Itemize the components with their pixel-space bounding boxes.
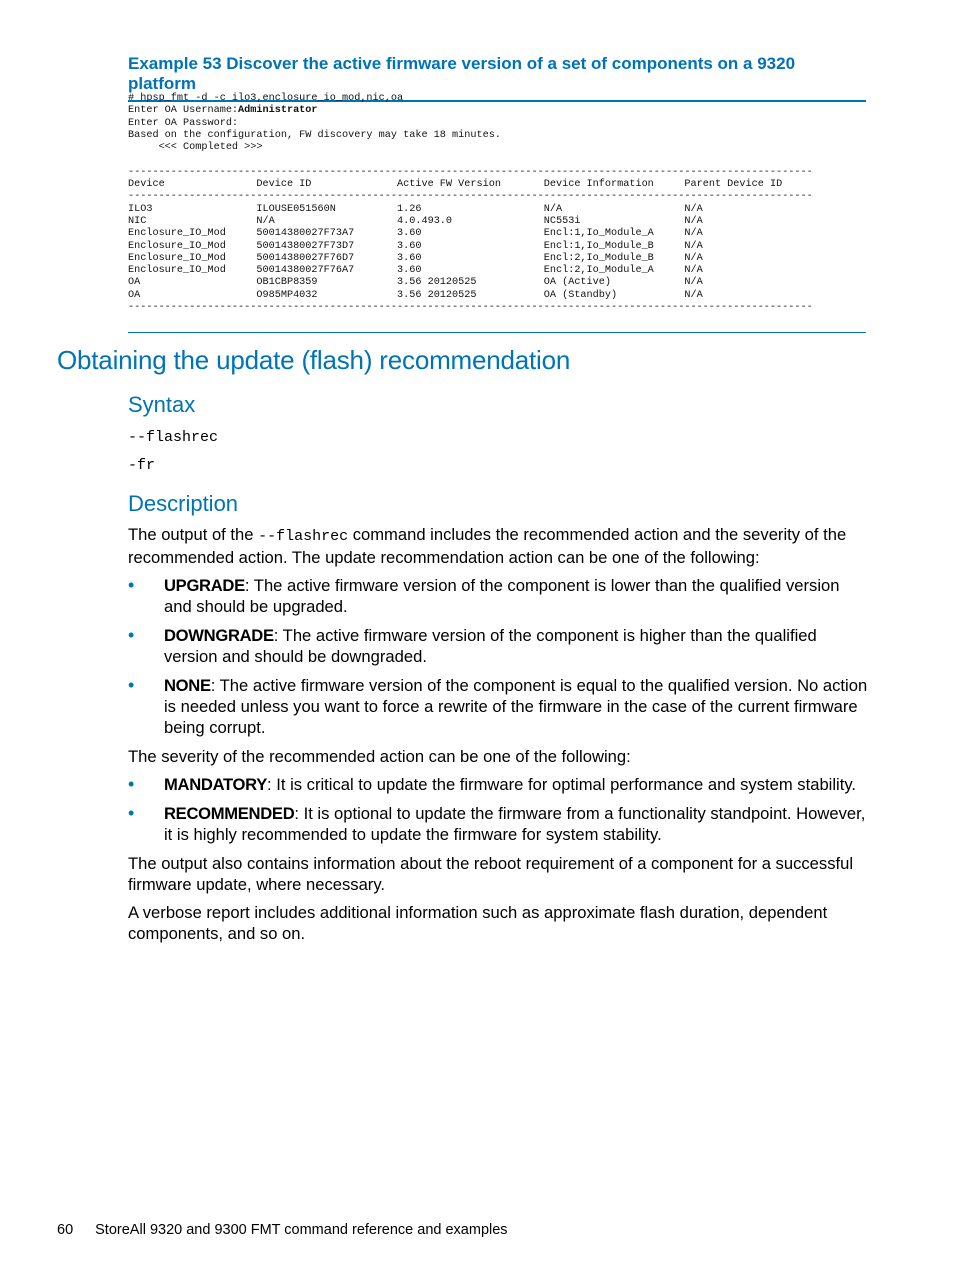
table-cell: Enclosure_IO_Mod [128,252,257,264]
syntax-line-fr: -fr [128,457,156,474]
bullet-icon: • [128,774,135,794]
list-item [128,625,870,667]
code-password-prompt: Enter OA Password: [128,117,239,129]
code-discovery-note: Based on the configuration, FW discovery may take 18 minutes. [128,129,501,141]
table-cell: N/A [684,240,703,252]
example-end-rule [128,332,866,333]
table-row [128,204,703,215]
code-table-header [128,179,782,190]
list-item [128,774,870,795]
code-username-prompt: Enter OA Username: [128,105,239,117]
intro-text-start: The output of the [128,525,259,544]
table-cell: ILOUSE051560N [256,203,398,215]
list-item [128,575,870,617]
table-cell: 3.56 20120525 [397,289,544,301]
code-block [128,93,866,314]
table-cell: Enclosure_IO_Mod [128,265,257,277]
table-cell: 50014380027F76D7 [256,252,398,264]
severity-term: RECOMMENDED [164,804,295,823]
table-row [128,228,703,239]
intro-text-end: command includes the recommended action and the severity of the recommended action. The update recommendation action can be one of the following: [128,525,847,567]
column-header: Device Information [543,179,685,191]
reboot-paragraph: The output also contains information about the reboot requirement of a component for a successful firmware update, where necessary. [128,854,854,894]
code-table-body [128,204,703,301]
table-cell: OB1CBP8359 [256,277,398,289]
table-cell: N/A [256,215,398,227]
footer-text: StoreAll 9320 and 9300 FMT command reference and examples [95,1222,508,1238]
code-rule-bottom: ---------------------------------------------------------------------------------------------------------------- [128,302,813,314]
table-cell: 50014380027F76A7 [256,265,398,277]
table-row [128,290,703,301]
table-cell: N/A [684,228,703,240]
table-cell: 3.56 20120525 [397,277,544,289]
table-cell: N/A [684,265,703,277]
bullet-icon: • [128,625,135,645]
column-header: Device [128,179,257,191]
table-cell: NC553i [543,215,685,227]
column-header: Active FW Version [397,179,544,191]
table-cell: N/A [543,203,685,215]
table-cell: OA [128,289,257,301]
verbose-paragraph: A verbose report includes additional information such as approximate flash duration, dependent components, and so on. [128,903,828,943]
table-cell: OA (Active) [543,277,685,289]
table-row [128,253,703,264]
description-heading: Description [128,491,239,516]
list-item [128,803,870,845]
column-header: Device ID [256,179,398,191]
table-row [128,216,703,227]
action-text: : The active firmware version of the component is equal to the qualified version. No action is needed unless you want to force a rewrite of the firmware in the case of the current firmware being corrupt. [164,676,868,737]
code-rule-header: ---------------------------------------------------------------------------------------------------------------- [128,191,813,203]
page-footer [57,1222,508,1238]
severity-list [128,774,870,845]
intro-paragraph [128,524,870,568]
section-title: Obtaining the update (flash) recommendation [57,345,571,375]
list-item [128,675,870,738]
table-cell: N/A [684,215,703,227]
code-completed-line: <<< Completed >>> [128,142,263,154]
bullet-icon: • [128,675,135,695]
table-cell: Encl:1,Io_Module_B [543,240,685,252]
table-cell: O985MP4032 [256,289,398,301]
table-cell: 3.60 [397,265,544,277]
table-cell: N/A [684,252,703,264]
table-cell: 50014380027F73A7 [256,228,398,240]
severity-text: : It is critical to update the firmware for optimal performance and system stability. [267,775,857,794]
bullet-icon: • [128,575,135,595]
table-row [128,277,703,288]
table-cell: 3.60 [397,252,544,264]
table-cell: N/A [684,203,703,215]
table-cell: 50014380027F73D7 [256,240,398,252]
table-cell: 1.26 [397,203,544,215]
example-title: Example 53 Discover the active firmware version of a set of components on a 9320 platform [128,54,866,102]
table-cell: Encl:1,Io_Module_A [543,228,685,240]
action-term: DOWNGRADE [164,626,274,645]
action-list [128,575,870,738]
table-cell: Encl:2,Io_Module_A [543,265,685,277]
table-cell: Enclosure_IO_Mod [128,240,257,252]
table-cell: OA (Standby) [543,289,685,301]
severity-text: : It is optional to update the firmware from a functionality standpoint. However, it is highly recommended to update the firmware for system stability. [164,804,866,844]
table-cell: Encl:2,Io_Module_B [543,252,685,264]
flashrec-code: --flashrec [258,528,349,545]
table-cell: N/A [684,289,703,301]
table-row [128,241,703,252]
bullet-icon: • [128,803,135,823]
code-command-line: # hpsp_fmt -d -c ilo3,enclosure_io_mod,nic,oa [128,93,404,104]
syntax-line-flashrec: --flashrec [128,429,219,446]
syntax-heading: Syntax [128,392,196,417]
table-cell: 3.60 [397,228,544,240]
table-cell: ILO3 [128,203,257,215]
code-username-value: Administrator [238,105,318,117]
page-number: 60 [57,1222,74,1238]
action-text: : The active firmware version of the component is higher than the qualified version and should be downgraded. [164,626,817,666]
table-cell: NIC [128,215,257,227]
action-text: : The active firmware version of the component is lower than the qualified version and should be upgraded. [164,576,840,616]
table-cell: Enclosure_IO_Mod [128,228,257,240]
table-cell: OA [128,277,257,289]
code-rule-top: ---------------------------------------------------------------------------------------------------------------- [128,166,813,178]
column-header: Parent Device ID [684,179,783,191]
severity-term: MANDATORY [164,775,268,794]
table-cell: N/A [684,277,703,289]
table-cell: 3.60 [397,240,544,252]
table-cell: 4.0.493.0 [397,215,544,227]
severity-intro: The severity of the recommended action can be one of the following: [128,747,631,766]
description-body [128,524,870,951]
action-term: UPGRADE [164,576,245,595]
table-row [128,265,703,276]
action-term: NONE [164,676,211,695]
